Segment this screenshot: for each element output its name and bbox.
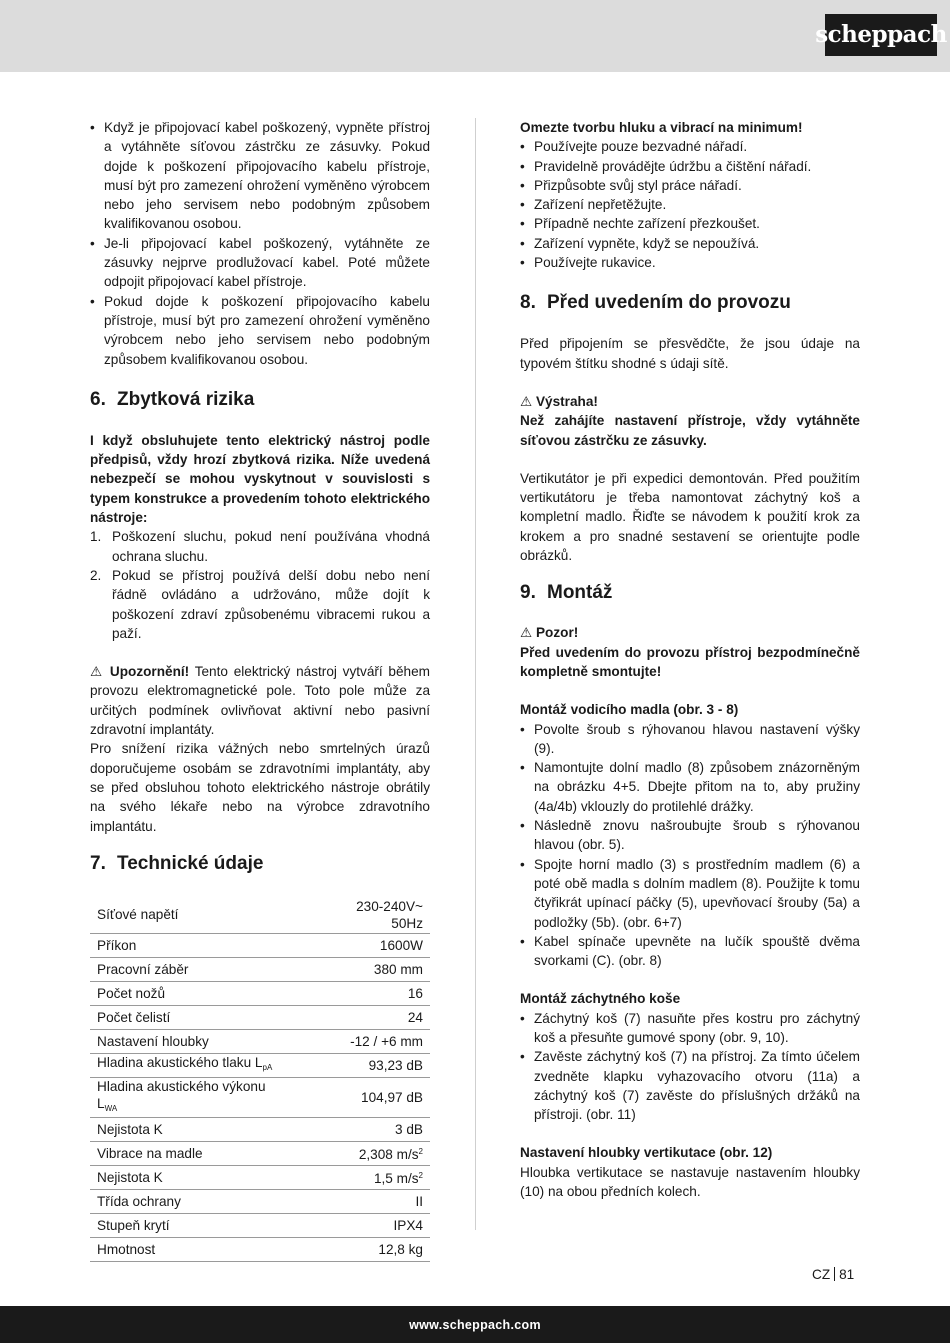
table-row (90, 1053, 430, 1077)
section-number: 9. (520, 582, 536, 604)
brand-logo (815, 14, 947, 56)
before-start-text: Před připojením se přesvědčte, že jsou údaje na typovém štítku shodné s údaji sítě. (520, 336, 860, 371)
list-item: • Zařízení nepřetěžujte. (520, 195, 860, 214)
header-bar (0, 0, 950, 72)
column-divider (475, 118, 476, 1230)
list-item (90, 566, 430, 643)
section-title: Před uvedením do provozu (547, 292, 791, 314)
right-column (520, 118, 860, 1201)
unplug-warning-text: Než zahájíte nastavení přístroje, vždy vytáhněte síťovou zástrčku ze zásuvky. (520, 413, 860, 448)
warning-icon: ⚠ (520, 393, 533, 409)
spec-value: 93,23 dB (286, 1053, 430, 1077)
spec-label: Nejistota K (90, 1165, 286, 1189)
emf-warning (90, 662, 430, 739)
spec-label: Příkon (90, 933, 286, 957)
subscript: WA (104, 1103, 118, 1113)
section-7-heading (90, 851, 430, 877)
table-row (90, 1213, 430, 1237)
cable-bullet-list (90, 118, 430, 369)
page-separator (834, 1267, 835, 1281)
spec-label: Hmotnost (90, 1237, 286, 1261)
section-number: 8. (520, 292, 536, 314)
warning-label: Pozor! (535, 625, 579, 641)
spec-value: 380 mm (286, 957, 430, 981)
section-6-heading (90, 387, 430, 413)
warning-icon: ⚠ (90, 664, 105, 680)
footer-url: www.scheppach.com (409, 1318, 541, 1332)
warning-label: Upozornění! (109, 664, 190, 680)
table-row (90, 1005, 430, 1029)
list-item: • Zavěste záchytný koš (7) na přístroj. Za tímto účelem zvedněte klapku vyhazovacího otvoru (11a) a záchytný koš (7) zavěste do příslušných držáků na přístroji. (obr. 11) (520, 1047, 860, 1124)
spec-label: Počet nožů (90, 981, 286, 1005)
table-row (90, 1165, 430, 1189)
section-8-heading (520, 290, 860, 316)
brand-logo-text: scheppach (815, 21, 947, 49)
left-column (90, 118, 430, 1262)
spec-label: Síťové napětí (90, 897, 286, 934)
delivery-text: Vertikutátor je při expedici demontován. Před použitím vertikutátoru je třeba namontovat záchytný koš a kompletní madlo. Řiďte se návodem k použití krok za krokem a pro snadné sestavení se orientujte podle obrázků. (520, 470, 860, 564)
spec-value: IPX4 (286, 1213, 430, 1237)
residual-risk-intro: I když obsluhujete tento elektrický nástroj podle předpisů, vždy hrozí zbytková rizika. Níže uvedená nebezpečí se mohou vyskytnout v souvislosti s typem konstrukce a provedením tohoto elektrického nástroje: (90, 432, 430, 526)
list-item: • Kabel spínače upevněte na lučík spouště dvěma svorkami (C). (obr. 8) (520, 932, 860, 971)
list-item: • Používejte pouze bezvadné nářadí. (520, 137, 860, 156)
spec-value: 104,97 dB (286, 1077, 430, 1117)
list-item: • Pokud dojde k poškození připojovacího kabelu přístroje, musí být pro zamezení ohrožení vyměněno výrobcem nebo jeho servisem nebo podobným způsobem kvalifikovanou osobou. (90, 292, 430, 369)
spec-label: Vibrace na madle (90, 1141, 286, 1165)
spec-value: 1,5 $m/s^2$ (286, 1165, 430, 1189)
list-item: • Spojte horní madlo (3) s prostředním madlem (6) a poté obě madla s dolním madlem (8). Použijte k tomu čtyřikrát upínací páčky (5), upevňovací šrouby (5a) a podložky (5b). (obr. 6+7) (520, 855, 860, 932)
table-row (90, 1141, 430, 1165)
table-row (90, 981, 430, 1005)
spec-value: 1600W (286, 933, 430, 957)
handle-assembly-title: Montáž vodicího madla (obr. 3 - 8) (520, 702, 739, 718)
spec-value: 24 (286, 1005, 430, 1029)
table-row (90, 897, 430, 934)
list-item: • Povolte šroub s rýhovanou hlavou nastavení výšky (9). (520, 720, 860, 759)
list-item: • Případně nechte zařízení přezkoušet. (520, 214, 860, 233)
section-title: Zbytková rizika (117, 388, 255, 410)
section-number: 7. (90, 852, 106, 874)
spec-label: Nastavení hloubky (90, 1029, 286, 1053)
list-item: • Následně znovu našroubujte šroub s rýhovanou hlavou (obr. 5). (520, 816, 860, 855)
page-language: CZ (812, 1267, 831, 1282)
spec-value: 2,308 $m/s^2$ (286, 1141, 430, 1165)
section-9-heading (520, 580, 860, 606)
list-item: • Záchytný koš (7) nasuňte přes kostru pro záchytný koš a přesuňte gumové spony (obr. 9, 10). (520, 1009, 860, 1048)
list-item: • Pravidelně provádějte údržbu a čištění nářadí. (520, 157, 860, 176)
depth-setting-text: Hloubka vertikutace se nastavuje nastavením hloubky (10) na obou předních kolech. (520, 1164, 860, 1200)
spec-label: Třída ochrany (90, 1189, 286, 1213)
noise-list (520, 137, 860, 272)
section-title: Technické údaje (117, 852, 264, 874)
table-row (90, 1237, 430, 1261)
section-title: Montáž (547, 582, 613, 604)
list-item (90, 527, 430, 566)
assembly-warning-text: Před uvedením do provozu přístroj bezpodmínečně kompletně smontujte! (520, 644, 860, 679)
list-item: • Je-li připojovací kabel poškozený, vytáhněte ze zásuvky nejprve prodlužovací kabel. Poté můžete odpojit připojovací kabel přístroje. (90, 234, 430, 292)
superscript: 2 (418, 1147, 423, 1157)
superscript: 2 (418, 1171, 423, 1181)
unplug-warning-heading (520, 392, 860, 411)
page-number (812, 1265, 854, 1284)
residual-risk-list (90, 527, 430, 643)
spec-label: Pracovní záběr (90, 957, 286, 981)
table-row (90, 1117, 430, 1141)
spec-label: Stupeň krytí (90, 1213, 286, 1237)
warning-label: Výstraha! (535, 393, 598, 409)
basket-assembly-list (520, 1009, 860, 1125)
spec-value: 3 dB (286, 1117, 430, 1141)
footer-bar (0, 1306, 950, 1343)
item-text: Pokud se přístroj používá delší dobu nebo není řádně ovládáno a udržováno, může dojít k poškození zdraví způsobenému vibracemi rukou a paží. (112, 567, 430, 641)
spec-value: 16 (286, 981, 430, 1005)
list-item: • Namontujte dolní madlo (8) způsobem znázorněným na obrázku 4+5. Dbejte přitom na to, aby pružiny (4a/4b) vklouzly do protilehlé drážky. (520, 758, 860, 816)
table-row (90, 1029, 430, 1053)
subscript: pA (262, 1063, 273, 1073)
item-number: 1. (90, 529, 102, 545)
noise-title: Omezte tvorbu hluku a vibrací na minimum! (520, 120, 803, 135)
list-item: • Zařízení vypněte, když se nepoužívá. (520, 234, 860, 253)
assembly-warning-heading (520, 623, 860, 642)
spec-value: II (286, 1189, 430, 1213)
basket-assembly-title: Montáž záchytného koše (520, 991, 681, 1007)
spec-value: -12 / +6 mm (286, 1029, 430, 1053)
item-text: Poškození sluchu, pokud není používána vhodná ochrana sluchu. (112, 529, 430, 564)
list-item: • Když je připojovací kabel poškozený, vypněte přístroj a vytáhněte síťovou zástrčku ze zásuvky. Pokud dojde k poškození připojovacího kabelu přístroje, musí být pro zamezení ohrožení vyměněno výrobcem nebo jeho servisem nebo podobným způsobem kvalifikovanou osobou. (90, 118, 430, 234)
table-row (90, 957, 430, 981)
technical-data-table (90, 897, 430, 1262)
spec-label: Počet čelistí (90, 1005, 286, 1029)
spec-label: Hladina akustického výkonu $L_{WA}$ (90, 1077, 286, 1117)
emf-advice: Pro snížení rizika vážných nebo smrtelných úrazů doporučujeme osobám se zdravotními implantáty, aby se před obsluhou tohoto elektrického nástroje obrátily na svého lékaře nebo na výrobce zdravotního implantátu. (90, 741, 430, 834)
depth-setting-title: Nastavení hloubky vertikutace (obr. 12) (520, 1145, 773, 1161)
table-row (90, 933, 430, 957)
spec-value: 230-240V~ 50Hz (286, 897, 430, 934)
spec-value: 12,8 kg (286, 1237, 430, 1261)
warning-icon: ⚠ (520, 625, 533, 641)
spec-label: Nejistota K (90, 1117, 286, 1141)
list-item: • Přizpůsobte svůj styl práce nářadí. (520, 176, 860, 195)
spec-label: Hladina akustického tlaku $L_{pA}$ (90, 1053, 286, 1077)
table-row (90, 1077, 430, 1117)
handle-assembly-list (520, 720, 860, 971)
page-number-value: 81 (839, 1267, 855, 1282)
section-number: 6. (90, 388, 106, 410)
warning-text: Tento elektrický nástroj vytváří během provozu elektromagnetické pole. Toto pole může za určitých podmínek ovlivňovat aktivní nebo pasivní zdravotní implantáty. (90, 664, 430, 738)
item-number: 2. (90, 567, 102, 583)
table-row (90, 1189, 430, 1213)
list-item: • Používejte rukavice. (520, 253, 860, 272)
